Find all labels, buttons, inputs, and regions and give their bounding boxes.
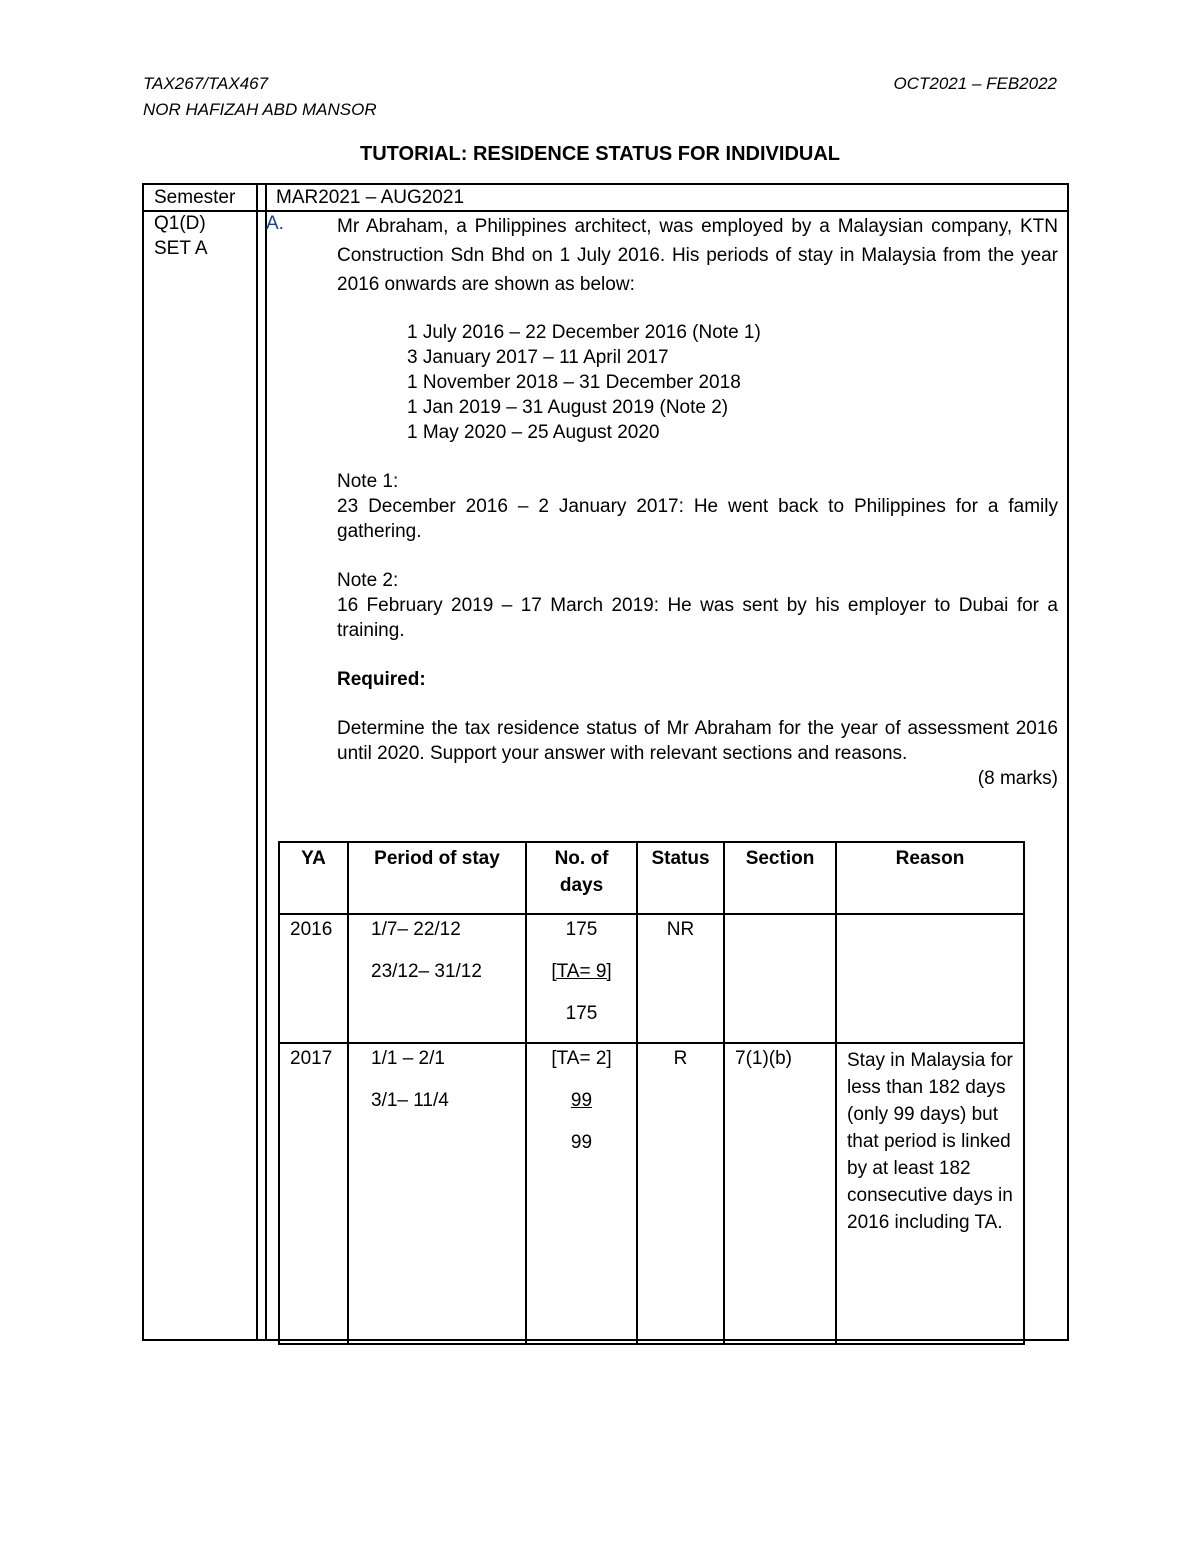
task-text: Determine the tax residence status of Mr Abraham for the year of assessment 2016 until 2020. Support your answer with relevant sections and reasons. xyxy=(337,718,1058,764)
set-label: SET A xyxy=(154,238,208,259)
table-row xyxy=(279,1043,1024,1344)
column-divider xyxy=(256,185,258,1339)
list-item: 1 May 2020 – 25 August 2020 xyxy=(407,422,660,443)
marks-label: (8 marks) xyxy=(977,768,1058,789)
note2-text: 16 February 2019 – 17 March 2019: He was sent by his employer to Dubai for a training. xyxy=(337,595,1058,641)
table-row xyxy=(279,914,1024,1043)
semester-value: MAR2021 – AUG2021 xyxy=(276,187,465,208)
question-table xyxy=(142,183,1069,1341)
header-ya: YA xyxy=(279,842,348,914)
cell-reason: Stay in Malaysia for less than 182 days (only 99 days) but that period is linked by at least 182 consecutive days in 2016 including TA. xyxy=(836,1043,1024,1344)
header-status: Status xyxy=(637,842,724,914)
cell-days: 175 [TA= 9] 175 xyxy=(526,914,637,1043)
cell-reason xyxy=(836,914,1024,1043)
header-section: Section xyxy=(724,842,836,914)
column-divider xyxy=(265,185,267,1339)
days-subtotal: 99 xyxy=(570,1090,593,1111)
author-name: NOR HAFIZAH ABD MANSOR xyxy=(143,100,377,119)
course-code: TAX267/TAX467 xyxy=(143,74,269,93)
question-label: Q1(D) xyxy=(154,213,206,234)
note1-title: Note 1: xyxy=(337,471,399,492)
required-label: Required: xyxy=(337,669,426,690)
table-header-row xyxy=(279,842,1024,914)
cell-section: 7(1)(b) xyxy=(724,1043,836,1344)
part-letter: A. xyxy=(266,213,284,234)
cell-status: NR xyxy=(637,914,724,1043)
stay-periods-list xyxy=(407,320,1058,445)
question-intro: Mr Abraham, a Philippines architect, was employed by a Malaysian company, KTN Construction Sdn Bhd on 1 July 2016. His periods of stay in Malaysia from the year 2016 onwards are shown as below: xyxy=(337,216,1058,295)
list-item: 1 July 2016 – 22 December 2016 (Note 1) xyxy=(407,322,761,343)
list-item: 3 January 2017 – 11 April 2017 xyxy=(407,347,669,368)
cell-period: 1/1 – 2/1 3/1– 11/4 xyxy=(348,1043,526,1344)
cell-period: 1/7– 22/12 23/12– 31/12 xyxy=(348,914,526,1043)
list-item: 1 Jan 2019 – 31 August 2019 (Note 2) xyxy=(407,397,729,418)
answer-table xyxy=(278,841,1025,1345)
list-item: 1 November 2018 – 31 December 2018 xyxy=(407,372,741,393)
session-label: OCT2021 – FEB2022 xyxy=(893,74,1057,93)
cell-ya: 2017 xyxy=(279,1043,348,1344)
header-days: No. of days xyxy=(526,842,637,914)
header-reason: Reason xyxy=(836,842,1024,914)
cell-ya: 2016 xyxy=(279,914,348,1043)
page-title: TUTORIAL: RESIDENCE STATUS FOR INDIVIDUAL xyxy=(360,143,840,165)
cell-status: R xyxy=(637,1043,724,1344)
note2-title: Note 2: xyxy=(337,570,399,591)
transit-days: [TA= 9] xyxy=(551,961,612,982)
cell-section xyxy=(724,914,836,1043)
header-period: Period of stay xyxy=(348,842,526,914)
cell-days: [TA= 2] 99 99 xyxy=(526,1043,637,1344)
semester-label: Semester xyxy=(154,187,236,208)
note1-text: 23 December 2016 – 2 January 2017: He went back to Philippines for a family gathering. xyxy=(337,496,1058,542)
question-body xyxy=(337,212,1058,791)
